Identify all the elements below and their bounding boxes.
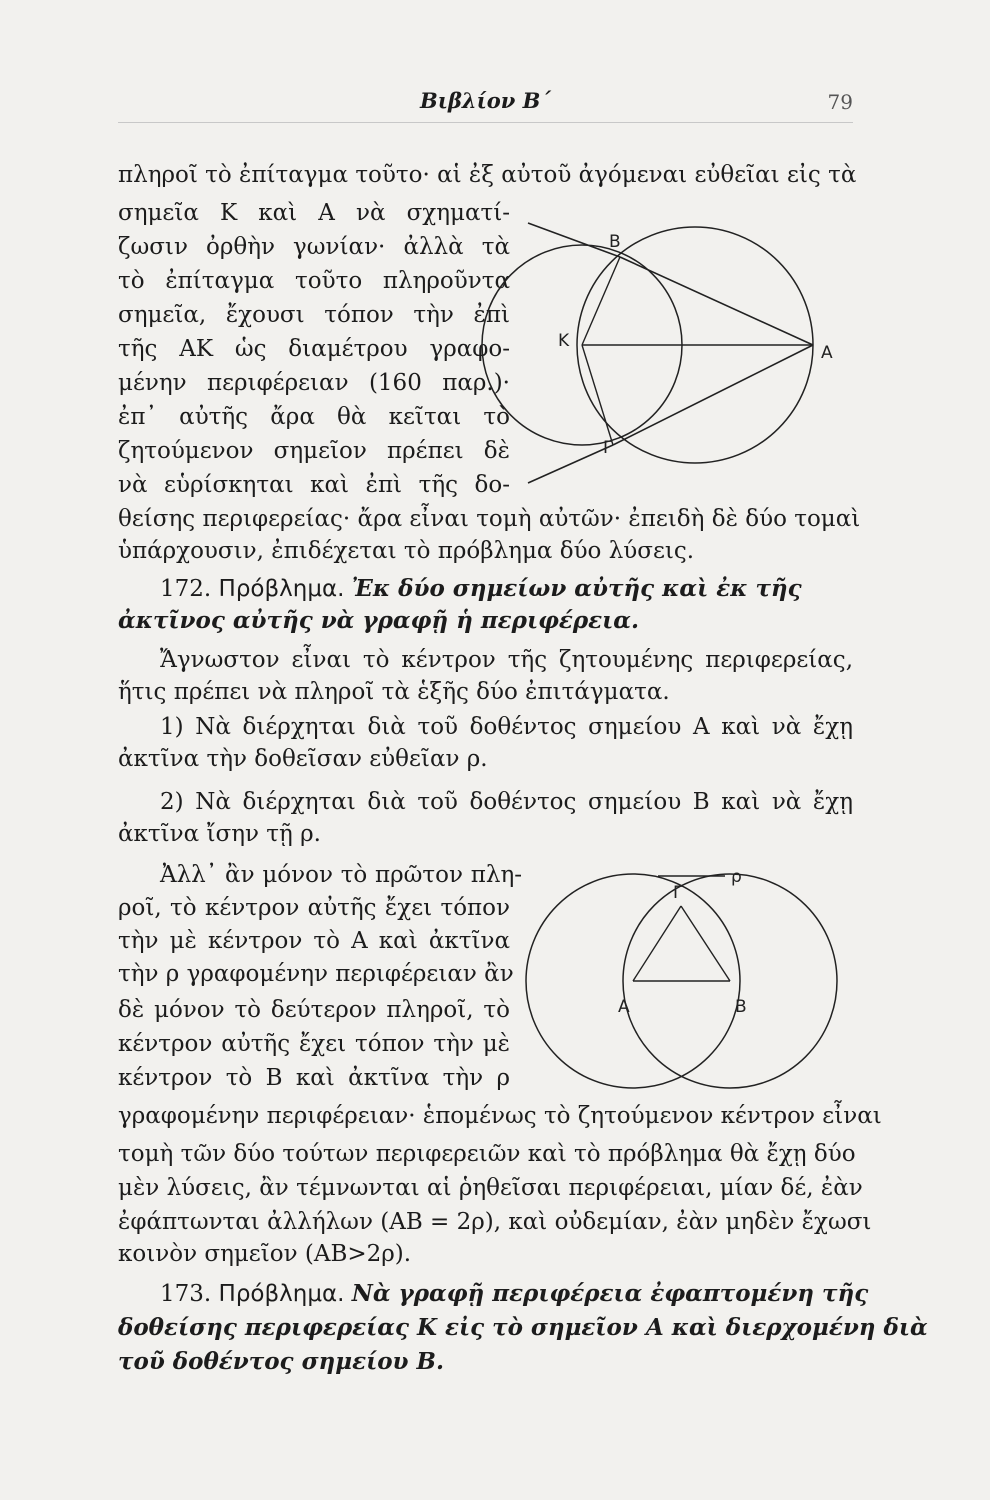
problem-title-cont: δοθείσης περιφερείας Κ εἰς τὸ σημεῖον Α καὶ διερχομένη διὰ (118, 1314, 928, 1341)
text-line: τὴν ρ γραφομένην περιφέρειαν ἂν (118, 961, 514, 987)
text-line: Ἀλλ᾽ ἂν μόνον τὸ πρῶτον πλη- (160, 862, 522, 888)
problem-title-cont: τοῦ δοθέντος σημείου Β. (118, 1348, 444, 1375)
text-line: ζωσιν ὀρθὴν γωνίαν· ἀλλὰ τὰ (118, 234, 510, 260)
problem-173-heading (160, 1279, 869, 1309)
text-line: μὲν λύσεις, ἂν τέμνωνται αἱ ῥηθεῖσαι περιφέρειαι, μίαν δέ, ἐὰν (118, 1175, 863, 1201)
text-line: μένην περιφέρειαν (160 παρ.)· (118, 370, 510, 396)
text-line: ἥτις πρέπει νὰ πληροῖ τὰ ἑξῆς δύο ἐπιτάγματα. (118, 679, 670, 705)
text-line: ἐπ᾽ αὐτῆς ἄρα θὰ κεῖται τὸ (118, 404, 510, 430)
text-line: ἀκτῖνα τὴν δοθεῖσαν εὐθεῖαν ρ. (118, 746, 488, 772)
header-title: Βιβλίον Β΄ (420, 88, 551, 113)
text-line: νὰ εὑρίσκηται καὶ ἐπὶ τῆς δο- (118, 472, 510, 498)
text-line: ἀκτῖνα ἴσην τῇ ρ. (118, 821, 321, 847)
text-line: δὲ μόνον τὸ δεύτερον πληροῖ, τὸ (118, 997, 510, 1023)
header-rule (118, 122, 853, 123)
figure-tangent-circles (470, 215, 860, 505)
label-a: A (618, 997, 630, 1017)
problem-number: 172. (160, 576, 212, 602)
label-g: Γ (673, 883, 683, 903)
problem-number: 173. (160, 1281, 212, 1307)
running-header (118, 84, 853, 120)
text-line: τομὴ τῶν δύο τούτων περιφερειῶν καὶ τὸ πρόβλημα θὰ ἔχῃ δύο (118, 1141, 856, 1167)
text-line: θείσης περιφερείας· ἄρα εἶναι τομὴ αὐτῶν· ἐπειδὴ δὲ δύο τομαὶ (118, 506, 861, 532)
label-b: B (735, 997, 747, 1017)
text-line: τῆς ΑΚ ὡς διαμέτρου γραφο- (118, 336, 510, 362)
problem-label: Πρόβλημα. (218, 1281, 345, 1307)
line-b-a (620, 257, 813, 345)
text-line: ζητούμενον σημεῖον πρέπει δὲ (118, 438, 510, 464)
problem-title: Νὰ γραφῇ περιφέρεια ἐφαπτομένη τῆς (351, 1280, 869, 1307)
text-line: σημεῖα, ἔχουσι τόπον τὴν ἐπὶ (118, 302, 510, 328)
text-line: πληροῖ τὸ ἐπίταγμα τοῦτο· αἱ ἐξ αὐτοῦ ἀγόμεναι εὐθεῖαι εἰς τὰ (118, 162, 857, 188)
text-line: κέντρον αὐτῆς ἔχει τόπον τὴν μὲ (118, 1031, 510, 1057)
line-k-b (582, 257, 620, 345)
line-k-g (582, 345, 613, 445)
label-b: B (609, 232, 621, 252)
text-line: κοινὸν σημεῖον (ΑΒ>2ρ). (118, 1241, 412, 1267)
problem-172-heading (160, 574, 802, 604)
problem-title-cont: ἀκτῖνος αὐτῆς νὰ γραφῇ ἡ περιφέρεια. (118, 607, 639, 634)
text-line: ροῖ, τὸ κέντρον αὐτῆς ἔχει τόπον (118, 895, 510, 921)
problem-title: Ἐκ δύο σημείων αὐτῆς καὶ ἐκ τῆς (351, 575, 802, 602)
condition-2: 2) Νὰ διέρχηται διὰ τοῦ δοθέντος σημείου Β καὶ νὰ ἔχῃ (160, 789, 853, 815)
text-line: γραφομένην περιφέρειαν· ἑπομένως τὸ ζητούμενον κέντρον εἶναι (118, 1103, 882, 1129)
text-line: κέντρον τὸ Β καὶ ἀκτῖνα τὴν ρ (118, 1065, 510, 1091)
line-b-extension (528, 223, 620, 257)
radius-a-g (633, 906, 681, 981)
text-line: ὑπάρχουσιν, ἐπιδέχεται τὸ πρόβλημα δύο λύσεις. (118, 538, 695, 564)
line-g-a (613, 345, 813, 445)
label-a: A (821, 343, 833, 363)
text-line: τὸ ἐπίταγμα τοῦτο πληροῦντα (118, 268, 510, 294)
label-rho: ρ (731, 867, 742, 887)
text-line: ἐφάπτωνται ἀλλήλων (ΑΒ = 2ρ), καὶ οὐδεμίαν, ἐὰν μηδὲν ἔχωσι (118, 1209, 872, 1235)
page-number: 79 (827, 90, 853, 114)
label-k: K (558, 331, 570, 351)
text-line: Ἄγνωστον εἶναι τὸ κέντρον τῆς ζητουμένης περιφερείας, (160, 647, 853, 673)
figure-two-circles (520, 860, 850, 1090)
text-line: σημεῖα Κ καὶ Α νὰ σχηματί- (118, 200, 510, 226)
condition-1: 1) Νὰ διέρχηται διὰ τοῦ δοθέντος σημείου Α καὶ νὰ ἔχῃ (160, 714, 853, 740)
radius-b-g (681, 906, 730, 981)
problem-label: Πρόβλημα. (218, 576, 345, 602)
text-line: τὴν μὲ κέντρον τὸ Α καὶ ἀκτῖνα (118, 928, 510, 954)
line-g-extension (528, 445, 613, 483)
label-g: Γ (603, 438, 613, 458)
